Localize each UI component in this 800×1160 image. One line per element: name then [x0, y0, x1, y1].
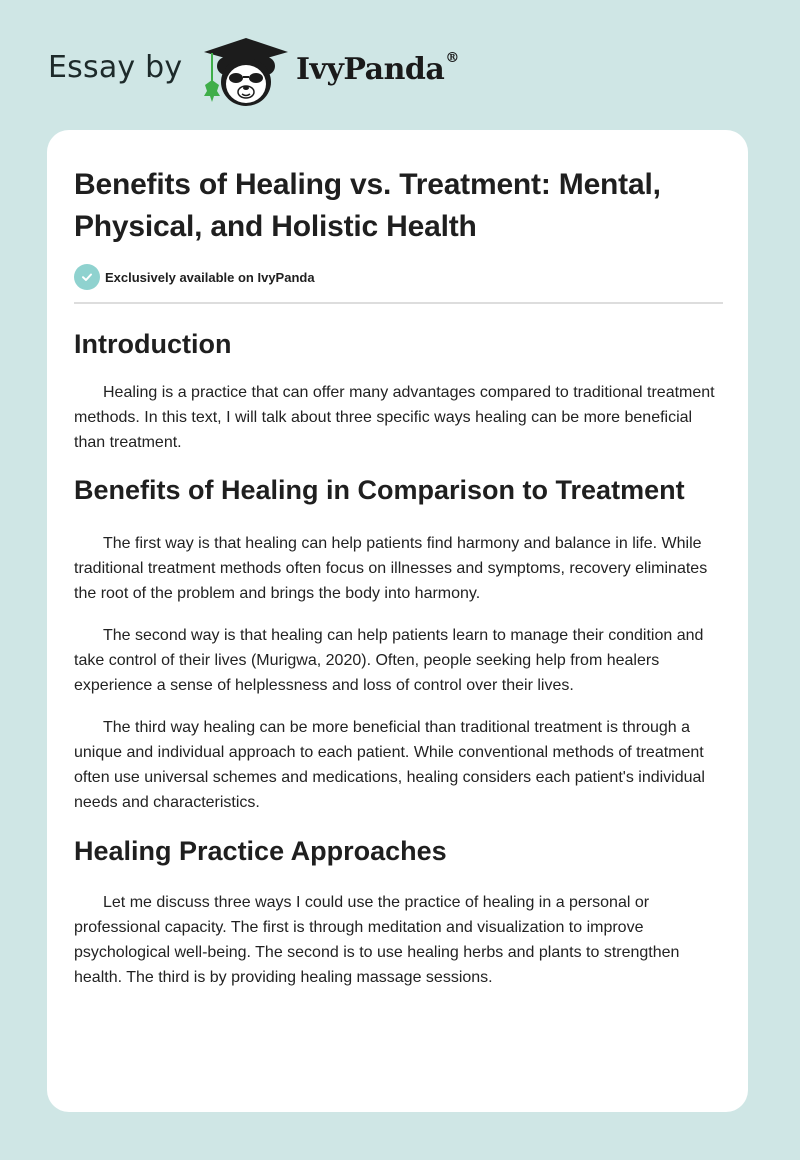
essay-by-label: Essay by	[48, 50, 183, 85]
paragraph: The first way is that healing can help patients find harmony and balance in life. While traditional treatment methods often focus on illnesses and symptoms, recovery eliminates the root of the problem and brings the body into harmony.	[74, 535, 708, 602]
paragraph: The third way healing can be more beneficial than traditional treatment is through a unique and individual approach to each patient. While conventional methods of treatment often use universal schemes and medications, healing considers each patient's individual needs and characteristics.	[74, 719, 705, 811]
registered-mark: ®	[445, 50, 459, 66]
page-title: Benefits of Healing vs. Treatment: Mental, Physical, and Holistic Health	[74, 168, 661, 243]
exclusive-badge-text: Exclusively available on IvyPanda	[105, 269, 315, 285]
brand-name-text: IvyPanda	[296, 52, 445, 87]
check-circle-icon	[74, 264, 100, 290]
paragraph: Let me discuss three ways I could use the practice of healing in a personal or professional capacity. The first is through meditation and visualization to improve psychological well-being. The second is to use healing herbs and plants to strengthen health. The third is by providing healing massage sessions.	[74, 894, 680, 986]
essay-card	[47, 130, 748, 1112]
panda-graduate-logo-icon[interactable]	[200, 36, 292, 108]
site-header	[0, 0, 800, 130]
section-heading-introduction: Introduction	[74, 329, 232, 359]
paragraph: Healing is a practice that can offer many advantages compared to traditional treatment methods. In this text, I will talk about three specific ways healing can be more beneficial than treatment.	[74, 384, 715, 451]
title-divider	[74, 302, 723, 304]
essay-body	[74, 320, 724, 990]
section-heading-benefits: Benefits of Healing in Comparison to Treatment	[74, 475, 685, 505]
brand-name[interactable]	[296, 52, 459, 87]
exclusive-badge	[74, 264, 315, 290]
paragraph: The second way is that healing can help patients learn to manage their condition and take control of their lives (Murigwa, 2020). Often, people seeking help from healers experience a sense of helplessness and loss of control over their lives.	[74, 627, 704, 694]
section-heading-approaches: Healing Practice Approaches	[74, 836, 447, 866]
